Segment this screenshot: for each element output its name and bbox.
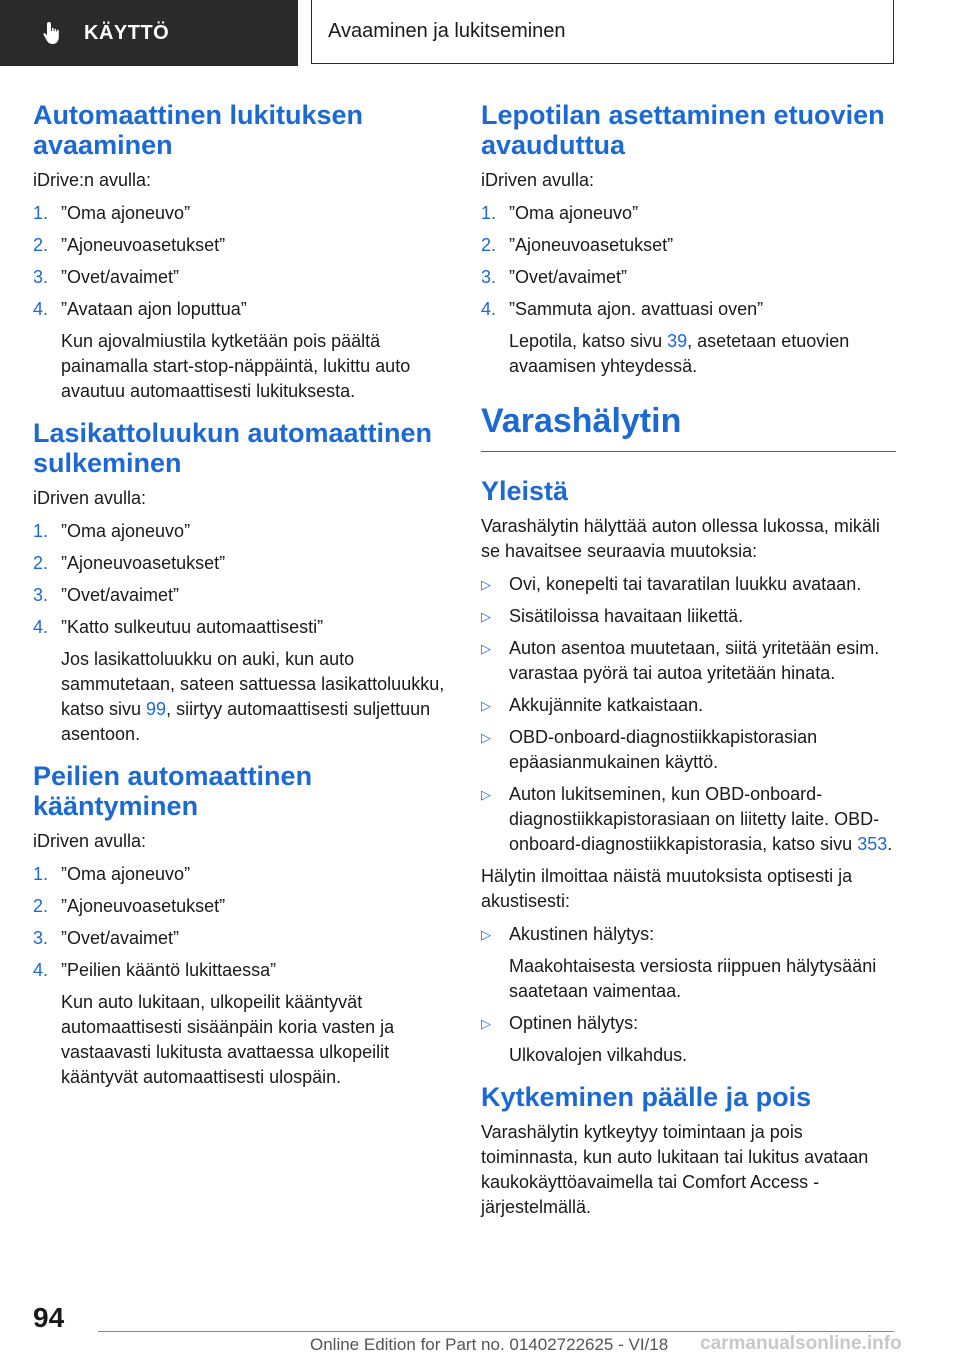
triangle-bullet-icon: ▷ (481, 698, 491, 713)
bullet-list (481, 922, 896, 947)
bullet-text-part: Auton lukitseminen, kun OBD-onboard-diagnostiikkapistorasiaan on liitetty laite. OBD-onboard-diagnostiikkapistorasia, katso sivu (509, 784, 880, 854)
step-text: ”Ovet/avaimet” (61, 928, 180, 948)
section-intro: Varashälytin hälyttää auton ollessa lukossa, mikäli se havaitsee seuraavia muutoksia: (481, 516, 880, 561)
step-list (481, 201, 896, 322)
section-intro: iDriven avulla: (33, 831, 147, 851)
step-number: 3. (33, 267, 49, 287)
step-number: 1. (33, 521, 49, 541)
section-intro: iDriven avulla: (481, 170, 595, 190)
bullet-text (509, 782, 896, 857)
step-text: ”Oma ajoneuvo” (61, 521, 191, 541)
triangle-bullet-icon: ▷ (481, 730, 491, 745)
list-item (481, 201, 896, 226)
section-title: Lepotilan asettaminen etuovien avauduttua (481, 100, 885, 160)
chapter-tab (311, 0, 894, 64)
page-link[interactable]: 99 (146, 699, 167, 719)
step-number: 4. (33, 299, 49, 319)
list-item (481, 1011, 896, 1036)
bullet-list (481, 1011, 896, 1036)
list-item (33, 519, 448, 544)
triangle-bullet-icon: ▷ (481, 927, 491, 942)
step-description (33, 647, 448, 747)
section-text: Varashälytin kytkeytyy toimintaan ja pois toiminnasta, kun auto lukitaan tai lukitus avataan kaukokäyttöavaimella tai Comfort Access -järjestelmällä. (481, 1122, 869, 1217)
step-text: ”Ajoneuvoasetukset” (61, 235, 226, 255)
section-title: Automaattinen lukituksen avaaminen (33, 100, 364, 160)
step-text: ”Oma ajoneuvo” (509, 203, 639, 223)
step-number: 2. (481, 235, 497, 255)
section-title: Kytkeminen päälle ja pois (481, 1082, 812, 1112)
description-text: Lepotila, katso sivu (509, 331, 668, 351)
footer-edition: Online Edition for Part no. 01402722625 - VI/18 (310, 1335, 669, 1354)
hand-pointer-icon (40, 20, 66, 46)
step-description: Kun auto lukitaan, ulkopeilit kääntyvät automaattisesti sisäänpäin koria vasten ja vastaavasti lukitusta avattaessa ulkopeilit kääntyvät automaattisesti ulospäin. (61, 992, 395, 1087)
step-text: ”Oma ajoneuvo” (61, 203, 191, 223)
step-text: ”Ovet/avaimet” (61, 267, 180, 287)
step-number: 1. (481, 203, 497, 223)
watermark: carmanualsonline.info (700, 1333, 902, 1354)
bullet-text: OBD-onboard-diagnostiikkapistorasian epäasianmukainen käyttö. (509, 727, 818, 772)
section-auto-unlock (33, 100, 448, 404)
description-text: , asetetaan etuovien avaamisen yhteydessä. (509, 331, 850, 376)
bullet-text: Akustinen hälytys: (509, 924, 655, 944)
section-sleep-mode (481, 100, 896, 379)
step-text: ”Peilien kääntö lukittaessa” (61, 960, 277, 980)
list-item (33, 233, 448, 258)
step-list (33, 519, 448, 640)
page-link[interactable]: 39 (667, 331, 688, 351)
right-column (481, 100, 896, 1234)
step-number: 3. (33, 585, 49, 605)
step-list (33, 862, 448, 983)
description-text: , siirtyy automaattisesti suljettuun asentoon. (61, 699, 431, 744)
list-item (481, 636, 896, 686)
triangle-bullet-icon: ▷ (481, 1016, 491, 1031)
section-title: Peilien automaattinen kääntyminen (33, 761, 313, 821)
triangle-bullet-icon: ▷ (481, 787, 491, 802)
list-item (33, 926, 448, 951)
list-item (33, 583, 448, 608)
list-item (481, 725, 896, 775)
list-item (33, 201, 448, 226)
step-number: 1. (33, 203, 49, 223)
list-item (481, 265, 896, 290)
section-intro: iDrive:n avulla: (33, 170, 152, 190)
step-text: ”Ovet/avaimet” (61, 585, 180, 605)
section-sunroof-close (33, 418, 448, 747)
section-title: Lasikattoluukun automaattinen sulkeminen (33, 418, 433, 478)
step-number: 3. (481, 267, 497, 287)
list-item (33, 894, 448, 919)
description-text: Jos lasikattoluukku on auki, kun auto sammutetaan, sateen sattuessa lasikattoluukku, katso sivu (61, 649, 445, 719)
step-description (481, 329, 896, 379)
page-link[interactable]: 353 (857, 834, 888, 854)
triangle-bullet-icon: ▷ (481, 609, 491, 624)
step-text: ”Avataan ajon loputtua” (61, 299, 247, 319)
bullet-text: Sisätiloissa havaitaan liikettä. (509, 606, 744, 626)
bullet-list (481, 572, 896, 857)
step-list (33, 201, 448, 322)
list-item (33, 615, 448, 640)
step-number: 4. (33, 617, 49, 637)
chapter-title: Avaaminen ja lukitseminen (328, 20, 566, 42)
bullet-text: Optinen hälytys: (509, 1013, 639, 1033)
bullet-text: Ovi, konepelti tai tavaratilan luukku avataan. (509, 574, 862, 594)
page-header (0, 0, 960, 66)
list-item (33, 551, 448, 576)
list-item (33, 958, 448, 983)
step-number: 3. (33, 928, 49, 948)
step-text: ”Oma ajoneuvo” (61, 864, 191, 884)
triangle-bullet-icon: ▷ (481, 577, 491, 592)
step-number: 2. (33, 553, 49, 573)
triangle-bullet-icon: ▷ (481, 641, 491, 656)
page-number: 94 (33, 1302, 65, 1333)
bullet-text: Auton asentoa muutetaan, siitä yritetään esim. varastaa pyörä tai autoa yritetään hinata. (509, 638, 880, 683)
list-item (481, 297, 896, 322)
bullet-description: Maakohtaisesta versiosta riippuen hälytysääni saatetaan vaimentaa. (509, 956, 877, 1001)
step-text: ”Ajoneuvoasetukset” (61, 553, 226, 573)
step-text: ”Sammuta ajon. avattuasi oven” (509, 299, 764, 319)
section-title: Yleistä (481, 476, 569, 506)
section-tab (0, 0, 298, 66)
step-number: 2. (33, 896, 49, 916)
step-text: ”Ajoneuvoasetukset” (61, 896, 226, 916)
section-general (481, 476, 896, 1068)
list-item (481, 693, 896, 718)
step-text: ”Ajoneuvoasetukset” (509, 235, 674, 255)
bullet-text: Akkujännite katkaistaan. (509, 695, 704, 715)
step-number: 4. (33, 960, 49, 980)
section-intro: iDriven avulla: (33, 488, 147, 508)
chapter-heading: Varashälytin (481, 402, 682, 440)
alarm-intro: Hälytin ilmoittaa näistä muutoksista optisesti ja akustisesti: (481, 866, 853, 911)
list-item (481, 572, 896, 597)
step-text: ”Ovet/avaimet” (509, 267, 628, 287)
list-item (481, 922, 896, 947)
list-item (481, 604, 896, 629)
bullet-description: Ulkovalojen vilkahdus. (509, 1045, 688, 1065)
bullet-text-part: . (887, 834, 893, 854)
list-item (33, 862, 448, 887)
list-item (33, 265, 448, 290)
list-item (481, 782, 896, 857)
step-description: Kun ajovalmiustila kytketään pois päältä painamalla start-stop-näppäintä, lukittu auto avautuu automaattisesti lukituksesta. (61, 331, 411, 401)
left-column (33, 100, 448, 1104)
chapter-divider (481, 451, 896, 452)
step-text: ”Katto sulkeutuu automaattisesti” (61, 617, 324, 637)
footer-divider (98, 1331, 894, 1332)
step-number: 1. (33, 864, 49, 884)
step-number: 2. (33, 235, 49, 255)
section-mirror-fold (33, 761, 448, 1090)
list-item (33, 297, 448, 322)
list-item (481, 233, 896, 258)
section-switch-on-off (481, 1082, 896, 1220)
step-number: 4. (481, 299, 497, 319)
section-label: KÄYTTÖ (84, 21, 170, 44)
